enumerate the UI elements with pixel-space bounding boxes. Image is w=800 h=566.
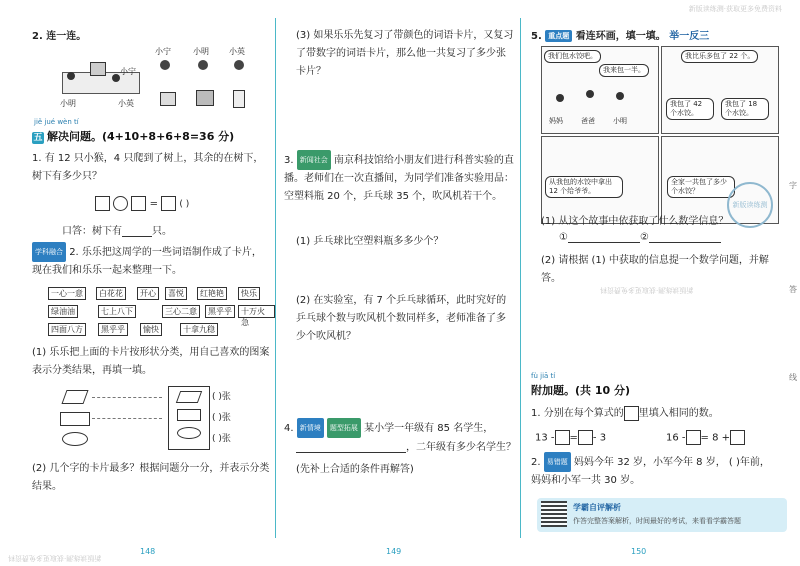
circled-1: ① [559,232,568,243]
child-figure-icon [616,92,624,100]
side-label-xiaoming: 小明 [60,99,76,108]
rectangle-icon [60,412,90,426]
computer-view-icon-3 [233,90,245,108]
extra-title: 附加题。(共 10 分) [531,384,631,397]
circled-2: ② [639,232,649,243]
q1-equation: = ( ) [95,196,189,211]
ellipse-icon [62,432,88,446]
q4-line [296,438,516,453]
bubble-3: 我比乐多包了 22 个。 [681,50,758,63]
word-card: 黑乎乎 [205,305,235,318]
page-number-left: 148 [140,547,156,556]
q2-cards-question [32,242,270,280]
q2-tag: 学科融合 [32,242,66,262]
q4-question [284,418,514,438]
side-char-2: 答 [789,285,797,294]
kid-head-icon-3 [234,60,244,70]
role-child: 小明 [613,117,627,125]
kid-head-icon-2 [198,60,208,70]
word-card: 三心二意 [162,305,200,318]
q2-text: 2. 乐乐把这周学的一些词语制作成了卡片，现在我们和乐乐一起来整理一下。 [32,247,262,276]
word-card: 白花花 [96,287,126,300]
qr-banner [537,498,787,532]
q5-extra: 举一反三 [669,31,710,42]
parallelogram-icon [61,390,88,404]
count-row-3: ( )张 [212,434,231,444]
side-label-xiaoying: 小英 [118,99,134,108]
bubble-5: 我包了 18 个水饺。 [721,98,769,120]
word-card: 愉快 [140,323,162,336]
computer-icon [90,62,106,76]
bubble-4: 我包了 42 个水饺。 [666,98,714,120]
q5-title: 看连环画，填一填。 [575,31,666,42]
word-card: 四面八方 [48,323,86,336]
computer-view-icon-2 [196,90,214,106]
father-figure-icon [586,90,594,98]
q5-info-line [559,232,721,243]
side-label-xiaoning: 小宁 [120,67,136,76]
q1-paren: ( ) [179,199,190,210]
dots-lines [92,395,162,435]
kid-head-icon-1 [160,60,170,70]
word-card: 红艳艳 [197,287,227,300]
q5-sub1: (1) 从这个故事中依获取了什么数学信息？ [541,216,729,227]
word-card: 黑乎乎 [98,323,128,336]
side-char-1: 字 [789,181,797,190]
q1-answer-blank[interactable] [122,236,152,237]
q1-circle[interactable] [113,196,128,211]
left-page [0,0,275,566]
q4-condition-blank[interactable] [296,452,406,453]
section-header [32,128,234,144]
q1-answer-prefix: 口答：树下有 [62,226,122,237]
info-blank-1[interactable] [568,242,640,243]
kid-label-3: 小英 [229,47,245,56]
side-char-3: 线 [789,373,797,382]
q1-box-2[interactable] [131,196,146,211]
equation-1: 13 - = - 3 [535,430,606,445]
equation-2: 16 - = 8 + [666,430,745,445]
q3-sub3-text: (3) 如果乐乐先复习了带颜色的词语卡片，又复习了带数字的词语卡片，那么他一共复习了多少张卡片？ [296,30,514,77]
count-row-2: ( )张 [212,413,231,423]
middle-page [276,0,520,566]
q4-text: 某小学一年级有 85 名学生， [364,423,494,434]
q3-num: 3. [284,155,294,166]
word-card: 十拿九稳 [180,323,218,336]
q5-num: 5. [531,31,542,42]
word-card: 开心 [137,287,159,300]
eq1-box-2[interactable] [578,430,593,445]
right-page [521,0,800,566]
computer-view-icon-1 [160,92,176,106]
q3-question [284,150,514,206]
q5-tag: 重点题 [545,30,572,42]
mother-figure-icon [556,94,564,102]
info-blank-2[interactable] [649,242,721,243]
word-card: 喜悦 [165,287,187,300]
q2-connect-title: 2. 连一连。 [32,31,87,42]
qr-title: 学霸自评解析 [573,503,621,512]
kid-label-2: 小明 [193,47,209,56]
kid-figure-icon-1 [67,72,75,80]
page-number-middle: 149 [386,547,402,556]
eq2-box-2[interactable] [730,430,745,445]
kid-label-1: 小宁 [155,47,171,56]
role-father: 爸爸 [581,117,595,125]
word-card: 一心一意 [48,287,86,300]
word-card: 十万火急 [238,305,275,318]
q5-header [531,27,709,42]
qr-code-icon[interactable] [541,501,567,527]
bubble-2: 我来包一半。 [599,64,649,77]
watermark-mid: 新版读练测·获取更多免费资料 [600,286,694,294]
q4-tag: 新情境 [297,418,324,438]
q4-text2: ，二年级有多少名学生？ [406,442,516,453]
q1-answer-suffix: 只。 [152,226,172,237]
q5-sub2: (2) 请根据 (1) 中获取的信息提一个数学问题，并解答。 [541,255,769,284]
qr-text: 作答完整答案解析，时间最好的考试，来看看学霸答题 [573,517,741,525]
q3-tag: 新闻社会 [297,150,331,170]
section-title: 解决问题。(4+10+8+6+8=36 分) [47,130,235,143]
q4-note: (先补上合适的条件再解答) [296,464,414,475]
q4-tag-2: 题型拓展 [327,418,361,438]
q1-answer [62,222,172,237]
watermark-top: 新版读练测·获取更多免费资料 [688,5,782,13]
q3-sub1: (1) 乒乓球比空塑料瓶多多少个？ [296,236,444,247]
q3-sub2: (2) 在实验室，有 7 个乒乓球循环，此时究好的乒乓球个数与吹风机个数同样多，老师准备了多少个吹风机？ [296,295,507,342]
watermark-bottom: 新版读练测·获取更多免费资料 [8,554,102,562]
q1-text: 1. 有 12 只小猴，4 只爬到了树上，其余的在树下，树下有多少只？ [32,153,264,182]
word-card: 绿油油 [48,305,78,318]
page-number-right: 150 [631,547,647,556]
q1-box-3[interactable] [161,196,176,211]
bubble-1: 我们包水饺吧。 [544,50,601,63]
bubble-7: 全家一共包了多少个水饺？ [667,176,735,198]
section-pinyin: jiě jué wèn tí [34,118,79,126]
eq1-box-1[interactable] [555,430,570,445]
stamp-watermark: 新版读练测 [727,182,773,228]
word-card: 七上八下 [98,305,136,318]
extra-q2-tag: 易错题 [544,452,571,472]
sub1-text: (1) 乐乐把上面的卡片按形状分类，用自己喜欢的图案表示分类结果，再填一填。 [32,347,270,376]
eq2-box-1[interactable] [686,430,701,445]
count-row-1: ( )张 [212,392,231,402]
q1-box-1[interactable] [95,196,110,211]
kid-figure-icon-2 [112,74,120,82]
role-mother: 妈妈 [549,117,563,125]
bubble-6: 从我包的水饺中拿出 12 个给爷爷。 [545,176,623,198]
extra-q1-box-hint [624,406,639,421]
extra-pinyin: fù jiā tí [531,372,556,380]
q3-body: 南京科技馆给小朋友们进行科普实验的直播。老师们在一次直播间，为同学们准备实验用品：空塑料瓶 20 个，乒乓球 35 个，吹风机若干个。 [284,155,514,202]
shape-legend-box [168,386,210,450]
section-number: 五 [33,133,43,143]
sub2-text: (2) 几个字的卡片最多？根据问题分一分，并表示分类结果。 [32,463,270,492]
extra-q1: 1. 分别在每个算式的 里填入相同的数。 [531,404,719,421]
word-card: 快乐 [238,287,260,300]
q4-num: 4. [284,423,294,434]
extra-q2: 2. 易错题 妈妈今年 32 岁，小军今年 8 岁， ( )年前，妈妈和小军一共 30 岁。 [531,452,776,490]
